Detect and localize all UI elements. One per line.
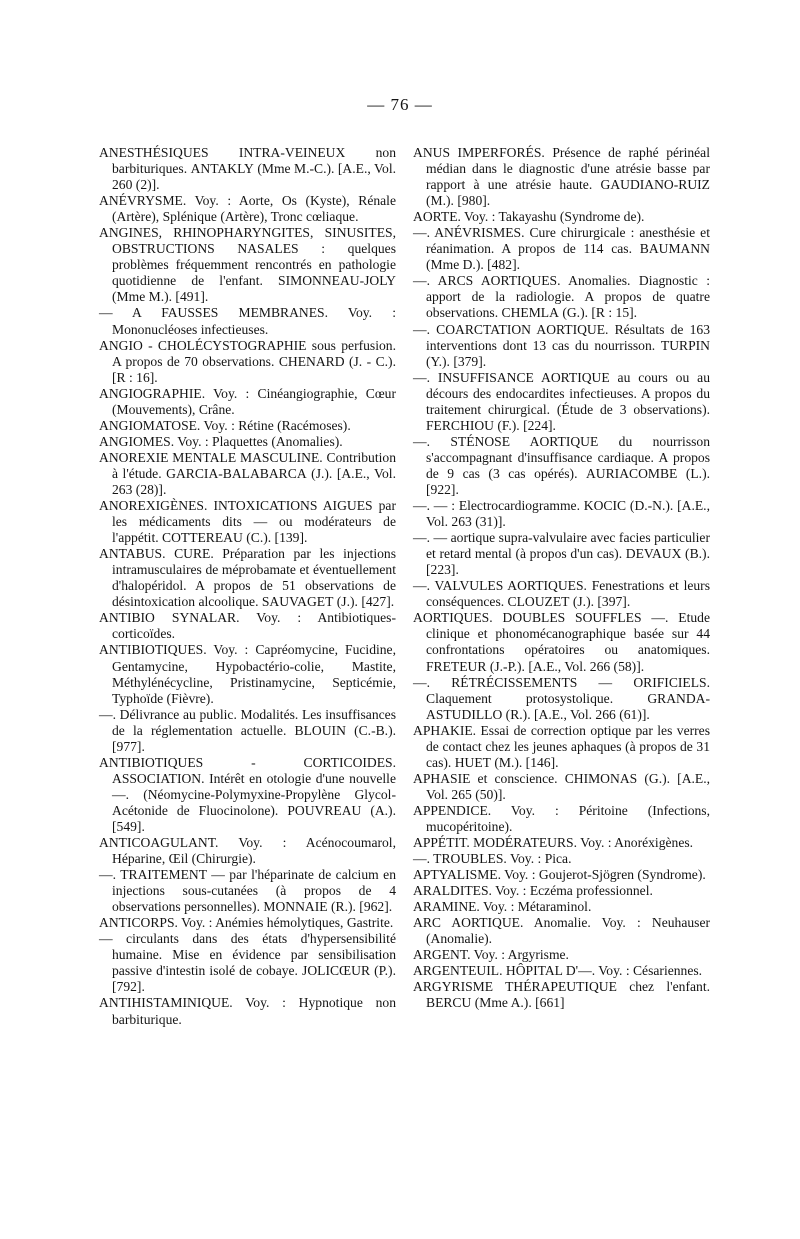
entry-text: Voy. : Cinéangiographie, Cœur (Mouvements), Crâne. bbox=[112, 385, 396, 417]
index-entry bbox=[413, 867, 710, 883]
entry-heading: —. bbox=[99, 706, 116, 722]
entry-text: Délivrance au public. Modalités. Les insuffisances de la réglementation actuelle. bbox=[112, 706, 396, 738]
entry-heading: ARALDITES. bbox=[413, 883, 492, 899]
index-entry bbox=[99, 434, 396, 450]
entry-text: Voy. : Antibiotiques-corticoïdes. bbox=[112, 610, 396, 642]
index-entry bbox=[99, 145, 396, 193]
entry-heading: —. — : bbox=[413, 498, 455, 514]
entry-text: circulants dans des états d'hypersensibilité humaine. Mise en évidence par sensibilisation passive d'intestin isolé de cobaye. bbox=[112, 931, 396, 979]
entry-text: AORTIQUE. Anomalie. Voy. : Neuhauser (Anomalie). bbox=[426, 915, 710, 947]
entry-heading: — bbox=[99, 305, 113, 321]
entry-author: DEVAUX bbox=[625, 546, 682, 562]
entry-reference: (A.). [549]. bbox=[112, 802, 396, 834]
entry-author: FERCHIOU bbox=[426, 417, 494, 433]
entry-text: ARCS AORTIQUES. Anomalies. Diagnostic : apport de la radiologie. A propos de quatre observations. bbox=[426, 273, 710, 321]
entry-author: KOCIC bbox=[583, 498, 627, 514]
entry-text: Voy. : Capréomycine, Fucidine, Gentamycine, Hypobactério-colie, Mastite, Méthylénécycline, Pristinamycine, Septicémie, Typhoïde (Fièvre). bbox=[112, 642, 396, 706]
entry-author: HUET bbox=[454, 754, 491, 770]
right-column bbox=[413, 145, 710, 1012]
index-entry bbox=[99, 915, 396, 931]
entry-author: CHEMLA bbox=[501, 305, 559, 321]
entry-reference: (C.-B.). [977]. bbox=[112, 722, 396, 754]
entry-heading: ANUS bbox=[413, 145, 451, 160]
index-entry bbox=[413, 578, 710, 610]
entry-reference: (R.). [A.E., Vol. 266 (61)]. bbox=[502, 706, 650, 722]
entry-reference: (Mme A.). [661] bbox=[471, 995, 565, 1011]
entry-heading: AORTE. bbox=[413, 209, 461, 225]
entry-reference: (Mme M.). [491]. bbox=[112, 289, 209, 305]
entry-author: TURPIN bbox=[660, 337, 710, 353]
entry-reference: (J.). [397]. bbox=[569, 594, 631, 610]
entry-heading: —. bbox=[413, 225, 430, 241]
index-entry bbox=[413, 434, 710, 498]
entry-heading: —. bbox=[99, 867, 116, 883]
index-entry bbox=[99, 546, 396, 610]
entry-text: RÉTRÉCISSEMENTS — ORIFICIELS. Claquement protosystolique. bbox=[426, 674, 710, 706]
index-entry bbox=[413, 835, 710, 851]
entry-heading: ARGENTEUIL. bbox=[413, 963, 503, 979]
index-entry bbox=[413, 370, 710, 434]
entry-heading: APPENDICE. bbox=[413, 802, 492, 818]
index-entry bbox=[99, 225, 396, 305]
entry-text: Voy. : Takayashu (Syndrome de). bbox=[460, 209, 645, 225]
entry-text: STÉNOSE AORTIQUE du nourrisson s'accompagnant d'insuffisance cardiaque. A propos de 9 cas (3 cas opérés). bbox=[426, 433, 710, 481]
index-entry bbox=[99, 450, 396, 498]
entry-text: sous perfusion. A propos de 70 observations. bbox=[112, 337, 396, 369]
entry-reference: (Y.). [379]. bbox=[426, 353, 487, 369]
entry-heading: APPÉTIT. bbox=[413, 835, 470, 851]
entry-reference: (M.). [146]. bbox=[490, 754, 559, 770]
index-entry bbox=[99, 386, 396, 418]
index-entry bbox=[99, 642, 396, 706]
entry-heading: — bbox=[99, 931, 113, 947]
index-entry bbox=[99, 193, 396, 225]
index-entry bbox=[99, 931, 396, 995]
entry-heading: ANTIBIOTIQUES - CORTICOIDES. bbox=[99, 754, 396, 770]
entry-heading: APHAKIE. bbox=[413, 722, 477, 738]
entry-text: INTRA-VEINEUX non barbituriques. bbox=[112, 145, 396, 177]
entry-author: POUVREAU bbox=[287, 802, 362, 818]
entry-heading: —. bbox=[413, 433, 430, 449]
index-entry bbox=[413, 145, 710, 209]
index-entry bbox=[413, 947, 710, 963]
entry-heading: ANTICORPS. bbox=[99, 915, 178, 931]
entry-heading: ARAMINE. bbox=[413, 899, 480, 915]
entry-author: GARCIA-BALABARCA bbox=[166, 465, 307, 481]
entry-text: CURE. Préparation par les injections intramusculaires de méprobamate et éventuellement d'halopéridol. A propos de 51 observations de désintoxication alcoolique. bbox=[112, 546, 396, 610]
index-entry bbox=[413, 225, 710, 273]
entry-reference: (C.). [139]. bbox=[242, 530, 308, 546]
index-entry bbox=[413, 273, 710, 321]
index-entry bbox=[413, 530, 710, 578]
index-entry bbox=[413, 851, 710, 867]
entry-heading: —. bbox=[413, 674, 430, 690]
entry-author: CLOUZET bbox=[507, 594, 570, 610]
index-entry bbox=[99, 498, 396, 546]
index-entry bbox=[413, 723, 710, 771]
entry-text: ASSOCIATION. Intérêt en otologie d'une nouvelle —. (Néomycine-Polymyxine-Propylène Glycol-Acétonide de Fluocinolone). bbox=[112, 770, 396, 818]
entry-text: Voy. : Anémies hémolytiques, Gastrite. bbox=[177, 915, 394, 931]
index-entry bbox=[413, 963, 710, 979]
entry-reference: (B.). [223]. bbox=[426, 546, 710, 578]
index-entry bbox=[99, 305, 396, 337]
entry-text: IMPERFORÉS. Présence de raphé périnéal médian dans le diagnostic d'une atrésie basse par rapport à une atrésie haute. bbox=[426, 145, 710, 193]
entry-text: Voy. : Hypnotique non barbiturique. bbox=[112, 995, 396, 1027]
entry-text: Voy. : Acénocoumarol, Héparine, Œil (Chirurgie). bbox=[112, 835, 396, 867]
entry-heading: ANOREXIE bbox=[99, 449, 169, 465]
entry-heading: —. bbox=[413, 578, 430, 594]
entry-author: BAUMANN bbox=[639, 241, 710, 257]
entry-heading: ANTICOAGULANT. bbox=[99, 835, 219, 851]
entry-author: JOLICŒUR bbox=[302, 963, 371, 979]
index-entry bbox=[413, 899, 710, 915]
entry-heading: ANGINES, bbox=[99, 225, 163, 241]
index-entry bbox=[99, 610, 396, 642]
entry-text: Voy. : Péritoine (Infections, mucopéritoine). bbox=[426, 802, 710, 834]
entry-text: HÔPITAL D'—. Voy. : Césariennes. bbox=[502, 963, 703, 979]
left-column bbox=[99, 145, 396, 1028]
entry-author: GRANDA-ASTUDILLO bbox=[426, 690, 710, 722]
entry-reference: (G.). [R : 15]. bbox=[558, 305, 638, 321]
entry-text: Voy. : Plaquettes (Anomalies). bbox=[174, 433, 343, 449]
entry-text: Essai de correction optique par les verres de contact chez les jeunes aphaques (à propos de 31 cas). bbox=[426, 722, 710, 770]
entry-heading: ANGIO - CHOLÉCYSTOGRAPHIE bbox=[99, 337, 307, 353]
entry-text: INTOXICATIONS AIGUES par les médicaments dits — ou modérateurs de l'appétit. bbox=[112, 498, 396, 546]
entry-text: THÉRAPEUTIQUE chez l'enfant. bbox=[493, 979, 710, 995]
entry-reference: (D.-N.). [A.E., Vol. 263 (31)]. bbox=[426, 498, 710, 530]
entry-reference: (P.). [792]. bbox=[112, 963, 396, 995]
entry-heading: —. bbox=[413, 321, 430, 337]
entry-heading: —. bbox=[413, 369, 430, 385]
index-entry bbox=[99, 418, 396, 434]
entry-reference: (F.). [224]. bbox=[493, 417, 556, 433]
entry-text: et conscience. bbox=[470, 770, 565, 786]
index-entry bbox=[99, 867, 396, 915]
entry-text: Voy. : Eczéma professionnel. bbox=[491, 883, 653, 899]
entry-author: BERCU bbox=[426, 995, 472, 1011]
entry-reference: (M.). [980]. bbox=[426, 193, 491, 209]
entry-author: AURIACOMBE bbox=[585, 465, 678, 481]
entry-author: SAUVAGET bbox=[261, 594, 334, 610]
entry-reference: (J. - C.). [R : 16]. bbox=[112, 353, 396, 385]
entry-text: MENTALE MASCULINE. Contribution à l'étude. bbox=[112, 449, 396, 481]
index-entry bbox=[413, 915, 710, 947]
index-entry bbox=[99, 995, 396, 1027]
index-entry bbox=[99, 755, 396, 835]
entry-reference: (J.-P.). [A.E., Vol. 266 (58)]. bbox=[486, 658, 645, 674]
entry-heading: AORTIQUES. bbox=[413, 610, 493, 626]
entry-heading: ANOREXIGÈNES. bbox=[99, 498, 208, 514]
index-entry bbox=[99, 835, 396, 867]
entry-heading: ANTIHISTAMINIQUE. bbox=[99, 995, 233, 1011]
entry-author: GAUDIANO-RUIZ bbox=[600, 177, 710, 193]
index-entry bbox=[413, 498, 710, 530]
entry-heading: ANESTHÉSIQUES bbox=[99, 145, 209, 160]
index-entry bbox=[413, 771, 710, 803]
entry-heading: ARC bbox=[413, 915, 441, 931]
entry-heading: ANGIOGRAPHIE. bbox=[99, 385, 206, 401]
entry-heading: ANTABUS. bbox=[99, 546, 166, 562]
entry-reference: (L.). [922]. bbox=[426, 465, 710, 497]
entry-author: CHIMONAS bbox=[564, 770, 638, 786]
entry-heading: ANTIBIO SYNALAR. bbox=[99, 610, 240, 626]
entry-reference: (R.). [962]. bbox=[327, 899, 393, 915]
entry-heading: APTYALISME. bbox=[413, 867, 501, 883]
entry-heading: —. — bbox=[413, 530, 448, 546]
entry-reference: (Mme D.). [482]. bbox=[426, 257, 521, 273]
index-entry bbox=[99, 338, 396, 386]
entry-reference: (J.). [A.E., Vol. 263 (28)]. bbox=[112, 465, 396, 497]
entry-text: DOUBLES SOUFFLES —. Etude clinique et phonomécanographique basée sur 44 confrontations opératoires ou anatomiques. bbox=[426, 610, 710, 658]
entry-author: COTTEREAU bbox=[162, 530, 243, 546]
entry-text: Voy. : Rétine (Racémoses). bbox=[200, 417, 351, 433]
index-entry bbox=[413, 883, 710, 899]
entry-text: Voy. : Goujerot-Sjögren (Syndrome). bbox=[501, 867, 706, 883]
entry-text: Voy. : Métaraminol. bbox=[479, 899, 592, 915]
entry-text: RHINOPHARYNGITES, SINUSITES, OBSTRUCTIONS NASALES : quelques problèmes fréquemment rencontrés en pathologie quotidienne de l'enfant. bbox=[112, 225, 396, 289]
entry-text: Electrocardiogramme. bbox=[455, 498, 584, 514]
entry-heading: —. bbox=[413, 851, 430, 867]
entry-reference: (G.). [A.E., Vol. 265 (50)]. bbox=[426, 770, 711, 802]
entry-text: ANÉVRISMES. Cure chirurgicale : anesthésie et réanimation. A propos de 114 cas. bbox=[426, 225, 710, 257]
entry-text: aortique supra-valvulaire avec facies particulier et retard mental (à propos d'un cas). bbox=[426, 530, 710, 562]
index-entry bbox=[413, 979, 710, 1011]
entry-text: TRAITEMENT — par l'héparinate de calcium en injections sous-cutanées (à propos de 4 observations personnelles). bbox=[112, 867, 396, 915]
index-entry bbox=[99, 707, 396, 755]
index-entry bbox=[413, 209, 710, 225]
entry-reference: (Mme M.-C.). [A.E., Vol. 260 (2)]. bbox=[112, 161, 396, 193]
entry-heading: ARGENT. bbox=[413, 947, 471, 963]
entry-heading: ANGIOMES. bbox=[99, 433, 175, 449]
entry-text: INSUFFISANCE AORTIQUE au cours ou au décours des endocardites infectieuses. A propos du traitement chirurgical. (Étude de 3 observations). bbox=[426, 369, 710, 417]
entry-author: CHENARD bbox=[278, 353, 345, 369]
entry-text: VALVULES AORTIQUES. Fenestrations et leurs conséquences. bbox=[426, 578, 710, 610]
entry-text: COARCTATION AORTIQUE. Résultats de 163 interventions dont 13 cas du nourrisson. bbox=[426, 321, 710, 353]
page-number: — 76 — bbox=[367, 95, 433, 114]
entry-author: MONNAIE bbox=[263, 899, 328, 915]
entry-heading: ARGYRISME bbox=[413, 979, 494, 995]
index-entry bbox=[413, 803, 710, 835]
entry-reference: (J.). [427]. bbox=[333, 594, 395, 610]
entry-text: Voy. : Aorte, Os (Kyste), Rénale (Artère), Splénique (Artère), Tronc cœliaque. bbox=[112, 193, 396, 225]
entry-author: FRETEUR bbox=[426, 658, 487, 674]
entry-heading: ANGIOMATOSE. bbox=[99, 417, 201, 433]
entry-heading: —. bbox=[413, 273, 430, 289]
entry-heading: ANTIBIOTIQUES. bbox=[99, 642, 207, 658]
entry-author: SIMONNEAU-JOLY bbox=[278, 273, 396, 289]
entry-text: MODÉRATEURS. Voy. : Anoréxigènes. bbox=[469, 835, 694, 851]
entry-heading: ANÉVRYSME. bbox=[99, 193, 187, 209]
index-entry bbox=[413, 675, 710, 723]
entry-author: ANTAKLY bbox=[190, 161, 254, 177]
index-entry bbox=[413, 610, 710, 674]
entry-text: TROUBLES. Voy. : Pica. bbox=[430, 851, 572, 867]
entry-author: BLOUIN bbox=[294, 722, 346, 738]
index-entry bbox=[413, 322, 710, 370]
entry-text: Voy. : Argyrisme. bbox=[470, 947, 569, 963]
entry-text: A FAUSSES MEMBRANES. Voy. : Mononucléoses infectieuses. bbox=[112, 305, 396, 337]
entry-heading: APHASIE bbox=[413, 770, 471, 786]
